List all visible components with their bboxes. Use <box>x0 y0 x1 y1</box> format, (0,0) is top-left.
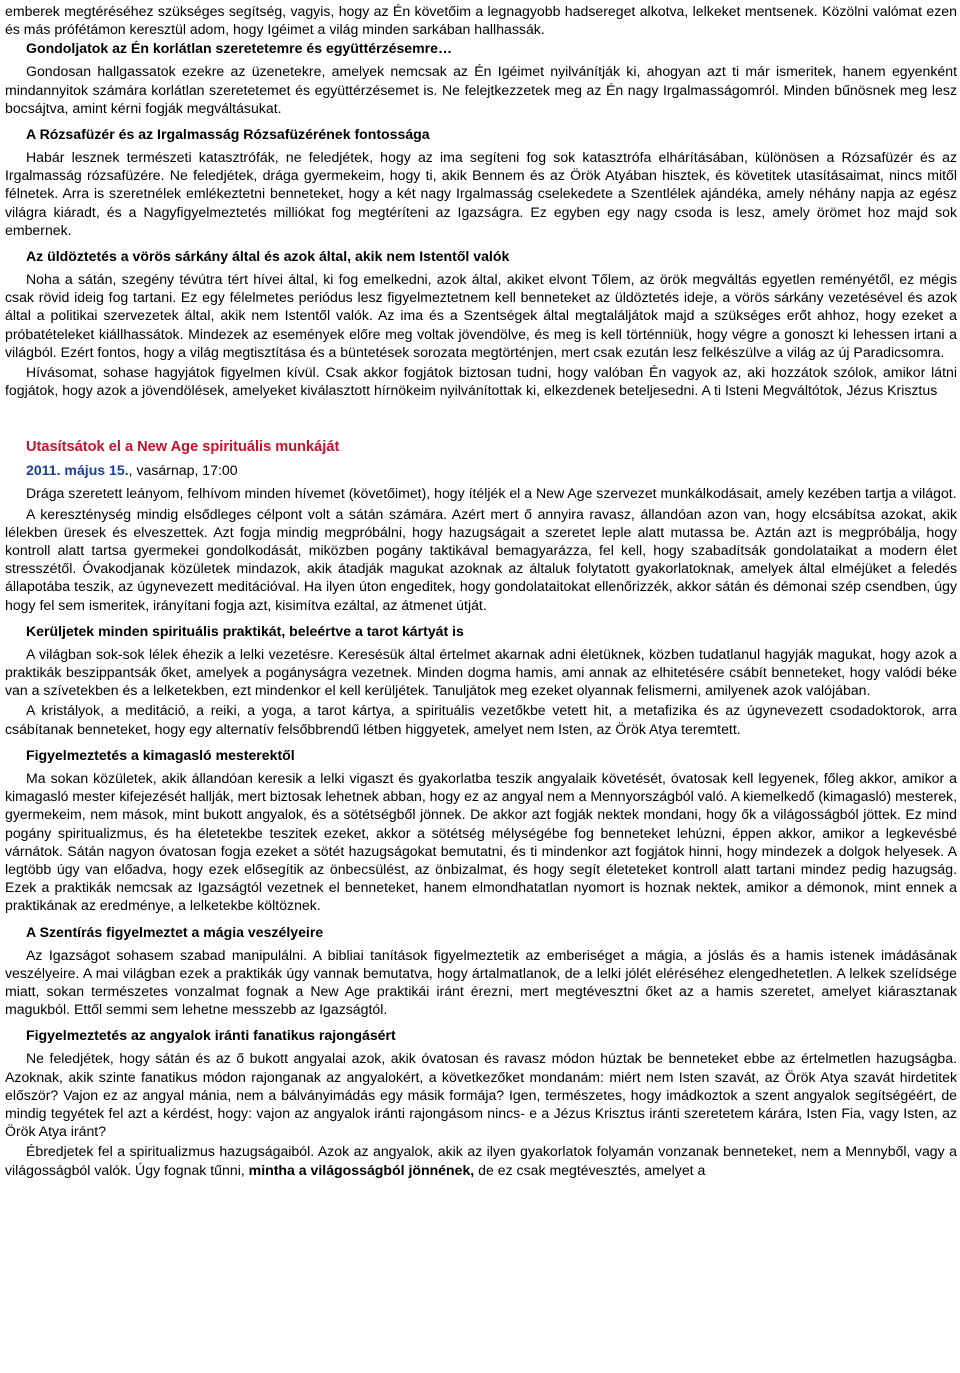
persecution-paragraph: Noha a sátán, szegény tévútra tért hívei által, ki fog emelkedni, azok által, akiket elvont Tőlem, az örök megváltás egyetlen reményétől, ez mégis csak rövid ideig fog tartani. Ez egy félelmetes periódus lesz figyelmeztetnem kell benneteket az üldöztetés ideje, a vörös sárkány vezetésével és azok által a politikai szervezetek által, akik nem Istentől valók. Az ima és a Szentségek által megtaláljátok majd a szükséges erőt ahhoz, hogy ezeket a próbatételeket kiállhassátok. Mindezek az események előre meg voltak jövendölve, és meg is kell történniük, hogy végre a gonoszt ki lehessen irtani a világból. Ezért fontos, hogy a világ megtisztítása és a büntetések sorozata megtörténjen, mert csak ezután lesz felkészülve a világ az új Paradicsomra. <box>5 271 957 360</box>
article-date: 2011. május 15. <box>26 462 129 479</box>
article-paragraph-2: A kereszténység mindig elsődleges célpont volt a sátán számára. Azért mert ő annyira ravasz, állandóan azon van, hogy elcsábítsa azokat, akik lélekben üresek és elveszettek. Azt fogja mindig megpróbálni, hogy hazugságait a szeretet leple alatt mutassa be. Aztán azt is megpróbálja, hogy kontroll alatt tartsa gyermekei gondolkodását, miközben pogány taktikával bemagyarázza, fel kell, hogy szabadítsák gondolataikat a modern élet stresszétől. Óvakodjanak közületek mindazok, akik átadják magukat azoknak az általuk folytatott gyakorlatoknak, amelyek által elméjüket a feledés állapotába teszik, az úgynevezett meditációval. Ha ilyen úton engeditek, hogy gondolataitokat ellenőrizzék, akkor sátán és démonai szép csendben, úgy hogy fel sem ismeritek, irányítani fogja azt, kisimítva ezáltal, az átmenet útját. <box>5 505 957 613</box>
paragraph-8-part-1: Ébredjetek fel a spiritualizmus hazugságaiból. Azok az angyalok, akik az ilyen gyakorlatok folyamán vonzanak benneteket, nem a Mennyből, vagy a világosságból valók. Úgy fognak tűnni, <box>5 1143 957 1178</box>
article-paragraph-8 <box>5 1142 957 1178</box>
top-paragraph: emberek megtéréséhez szükséges segítség, vagyis, hogy az Én követőim a legnagyobb hadsereget alkotva, lelkeket mentsenek. Közölni valómat ezen és más prófétámon keresztül adom, hogy Igéimet a világ minden sarkában hallhassák. <box>5 3 957 38</box>
paragraph-8-bold-run: mintha a világosságból jönnének, <box>248 1161 475 1178</box>
section-gap <box>5 399 957 438</box>
document-page <box>5 2 957 1179</box>
article-paragraph-7: Ne feledjétek, hogy sátán és az ő bukott angyalai azok, akik óvatosan és ravasz módon húztak be benneteket ebbe az értelmetlen hazugságba. Azoknak, akik szinte fanatikus módon rajonganak az angyalokért, a következőket mondanám: miért nem Isten szavát, az Örök Atya szavát hirdetitek először? Vajon ez az angyal mánia, nem a bálványimádás egy másik formája? Igen, természetes, hogy imádkoztok a szent angyalok segítségéért, de mindig tegyétek fel azt a kérdést, hogy: vajon az angyalok iránti rajongásom nincs- e a Jézus Krisztus iránti szeretetem kárára, Isten Fia, vagy Isten, az Örök Atya iránt? <box>5 1050 957 1140</box>
article-paragraph-1: Drága szeretett leányom, felhívom minden hívemet (követőimet), hogy ítéljék el a New Age szervezet munkálkodásait, amely kezében tartja a világot. <box>26 485 957 502</box>
section-heading-persecution: Az üldöztetés a vörös sárkány által és azok által, akik nem Istentől valók <box>26 248 510 265</box>
section-heading-masters: Figyelmeztetés a kimagasló mesterektől <box>26 746 295 763</box>
article-paragraph-5: Ma sokan közületek, akik állandóan keresik a lelki vigaszt és gyakorlatba teszik angyalaik követését, óvatosak kell legyenek, főleg akkor, amikor a kimagasló mester kifejezését hallják, mert biztosak lehetnek abban, hogy ez az angyal nem a Mennyországból való. A kiemelkedő (kimagasló) mesterek, gyermekeim, nem mások, mint bukott angyalok, és a sötétségből jönnek. De akkor azt fogják nektek mondani, hogy ők a világosságból jöttek. Ez mind pogány spiritualizmus, és ha életetekbe teszitek ezeket, akkor a sötétség mélységébe fog benneteket lehúzni, éppen akkor, amikor a legkevésbé várnátok. Sátán nagyon óvatosan fogja ezeket a sötét hazugságokat bemutatni, és ti mindenkor azt fogjátok hinni, hogy mindezek a dolgok helyesek. A legtöbb úgy van előadva, hogy ezek elősegítik az önbecsülést, az önbizalmat, és hogy segít életeteket kontroll alatt tartani mindez pedig hazugság. Ezek a praktikák nemcsak az Igazságtól vezetnek el benneteket, hanem elmondhatatlan nyomort is hoznak nektek, amikor a démonok, mint ennek a praktikának az eredménye, a lelketekbe költöznek. <box>5 769 957 914</box>
paragraph-8-part-3: de ez csak megtévesztés, amelyet a <box>478 1161 706 1178</box>
section-heading-spiritual-practices: Kerüljetek minden spirituális praktikát, beleértve a tarot kártyát is <box>26 622 464 639</box>
article-paragraph-3: A világban sok-sok lélek éhezik a lelki vezetésre. Keresésük által értelmet akarnak adni életüknek, közben tudatlanul hagyják magukat, hogy azok a praktikák beszippantsák őket, amelyek a pogányságra vezetnek. Minden dogma hamis, ami annak az elhitetésére csábít benneteket, hogy valódi béke van a szívetekben és a lelketekben, ezt mindenkor el kell kerüljétek. Tanuljátok meg ezeket olyannak felismerni, amilyenek azok valójában. <box>5 645 957 699</box>
article-paragraph-6: Az Igazságot sohasem szabad manipulálni. A bibliai tanítások figyelmeztetik az emberiséget a mágia, a jóslás és a hamis istenek imádásának veszélyeire. A mai világban ezek a praktikák úgy vannak bemutatva, hogy ártalmatlanok, de a lelki jólét eléréséhez elengedhetetlen. A lelkek szelídsége miatt, sokan természetes vonzalmat fognak a New Age praktikái iránt érezni, mert megtévesztni őket az a hamis szeretet, amelyet kiárasztanak magukból. Ettől semmi sem lehetne messzebb az Igazságtól. <box>5 946 957 1018</box>
section-heading-angels: Figyelmeztetés az angyalok iránti fanatikus rajongásért <box>26 1027 396 1044</box>
section-heading-love: Gondoljatok az Én korlátlan szeretetemre és együttérzésemre… <box>26 40 453 57</box>
closing-paragraph: Hívásomat, sohase hagyjátok figyelmen kívül. Csak akkor fogjátok biztosan tudni, hogy valóban Én vagyok az, aki hozzátok szólok, amikor látni fogjátok, hogy azok a jövendölések, amelyeket kiválasztott hírnökeim nyilvánítottak ki, elkezdenek beteljesedni. A ti Isteni Megváltótok, Jézus Krisztus <box>5 364 957 399</box>
article-title: Utasítsátok el a New Age spirituális munkáját <box>26 439 340 456</box>
love-paragraph: Gondosan hallgassatok ezekre az üzenetekre, amelyek nemcsak az Én Igéimet nyilvánítják ki, ahogyan azt ti már ismeritek, hanem egyenként mindannyitok számára korlátlan szeretetemet és együttérzésemet is. Ne felejtkezzetek meg az Én nagy Irgalmasságomról. Minden bűnösnek meg lesz bocsájtva, amint kérni fogják megváltásukat. <box>5 63 957 116</box>
article-date-line <box>26 461 957 480</box>
rosary-paragraph: Habár lesznek természeti katasztrófák, ne feledjétek, hogy az ima segíteni fog sok katasztrófa elhárításában, különösen a Rózsafüzér és az Irgalmasság rózsafüzére. Ne feledjétek, drága gyermekeim, hogy ti, akik Bennem és az Örök Atyában hisztek, és követitek utasításaimat, nincs mitől félnetek. Arra is szeretnélek emlékeztetni benneteket, hogy a két nagy Irgalmasság cselekedete a Szentlélek ajándéka, amely néhány napja az egész világra kiáradt, és a Nagyfigyelmeztetés milliókat fog megtéríteni az Igazságra. Ez egyben egy nagy csoda is lesz, amely örömet hoz majd sok embernek. <box>5 149 957 238</box>
section-heading-rosary: A Rózsafüzér és az Irgalmasság Rózsafüzérének fontossága <box>26 126 430 143</box>
article-paragraph-4: A kristályok, a meditáció, a reiki, a yoga, a tarot kártya, a spirituális vezetőkbe vetett hit, a metafizika és az úgynevezett csodadoktorok, arra csábítanak benneteket, hogy egy alternatív felsőbbrendű létben higgyetek, amelyet nem Isten, az Örök Atya teremtett. <box>5 702 957 737</box>
section-heading-scripture: A Szentírás figyelmeztet a mágia veszélyeire <box>26 923 324 940</box>
article-date-rest: , vasárnap, 17:00 <box>128 462 238 479</box>
